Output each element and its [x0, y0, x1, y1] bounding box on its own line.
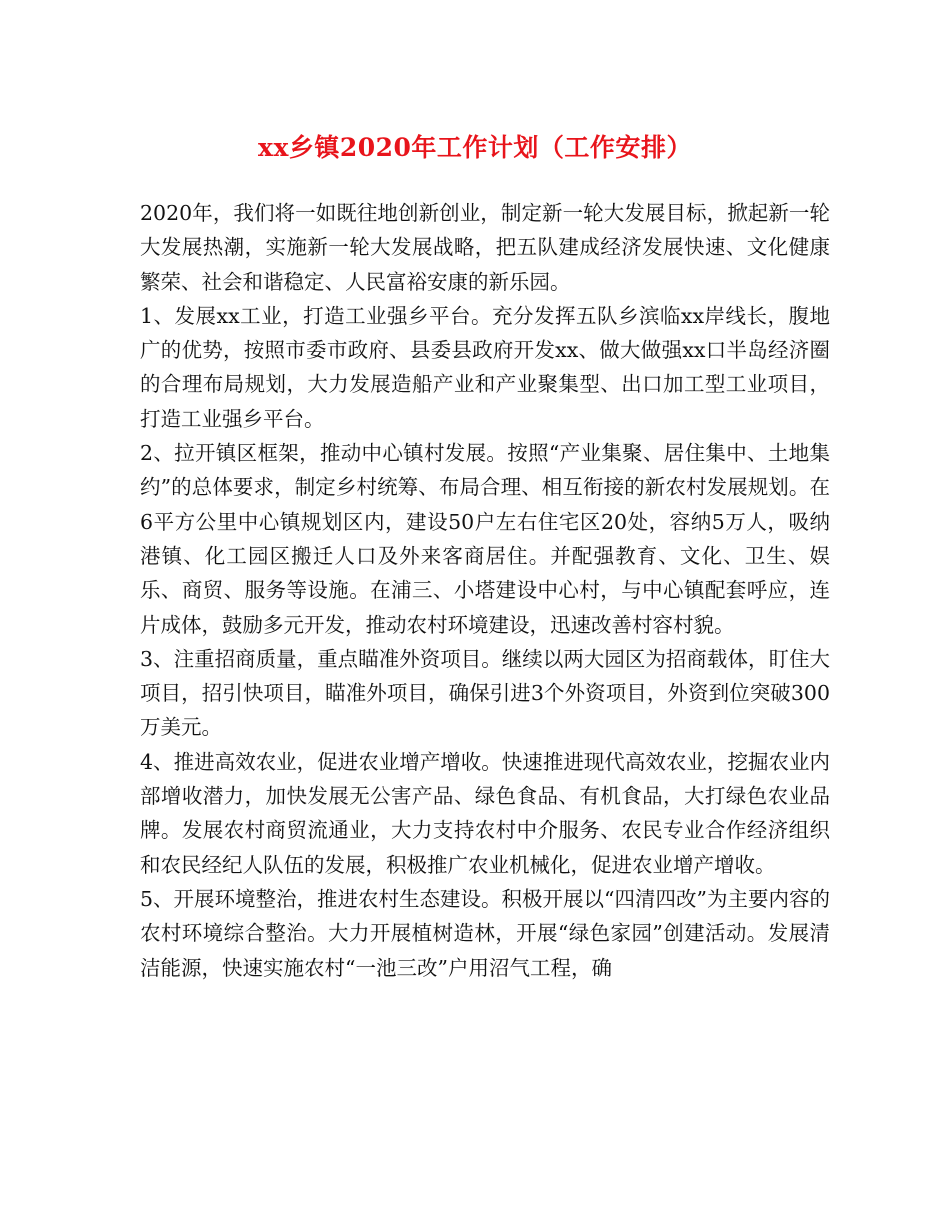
paragraph-item-5: 5、开展环境整治，推进农村生态建设。积极开展以“四清四改”为主要内容的农村环境综合整治。大力开展植树造林，开展“绿色家园”创建活动。发展清洁能源，快速实施农村“一池三改”户用沼气工程，确	[140, 886, 831, 980]
paragraph-item-1: 1、发展xx工业，打造工业强乡平台。充分发挥五队乡滨临xx岸线长，腹地广的优势，按照市委市政府、县委县政府开发xx、做大做强xx口半岛经济圈的合理布局规划，大力发展造船产业和产业聚集型、出口加工型工业项目，打造工业强乡平台。	[140, 303, 830, 431]
paragraph-item-3: 3、注重招商质量，重点瞄准外资项目。继续以两大园区为招商载体，盯住大项目，招引快项目，瞄准外项目，确保引进3个外资项目，外资到位突破300万美元。	[140, 646, 830, 740]
paragraph-item-4: 4、推进高效农业，促进农业增产增收。快速推进现代高效农业，挖掘农业内部增收潜力，加快发展无公害产品、绿色食品、有机食品，大打绿色农业品牌。发展农村商贸流通业，大力支持农村中介服务、农民专业合作经济组织和农民经纪人队伍的发展，积极推广农业机械化，促进农业增产增收。	[140, 749, 830, 877]
paragraph-intro: 2020年，我们将一如既往地创新创业，制定新一轮大发展目标，掀起新一轮大发展热潮，实施新一轮大发展战略，把五队建成经济发展快速、文化健康繁荣、社会和谐稳定、人民富裕安康的新乐园。	[140, 201, 830, 294]
paragraph-item-2: 2、拉开镇区框架，推动中心镇村发展。按照“产业集聚、居住集中、土地集约”的总体要求，制定乡村统筹、布局合理、相互衔接的新农村发展规划。在6平方公里中心镇规划区内，建设50户左右住宅区20处，容纳5万人，吸纳港镇、化工园区搬迁人口及外来客商居住。并配强教育、文化、卫生、娱乐、商贸、服务等设施。在浦三、小塔建设中心村，与中心镇配套呼应，连片成体，鼓励多元开发，推动农村环境建设，迅速改善村容村貌。	[140, 441, 830, 637]
document-title: xx乡镇2020年工作计划（工作安排）	[258, 133, 692, 162]
document-body	[140, 196, 830, 985]
